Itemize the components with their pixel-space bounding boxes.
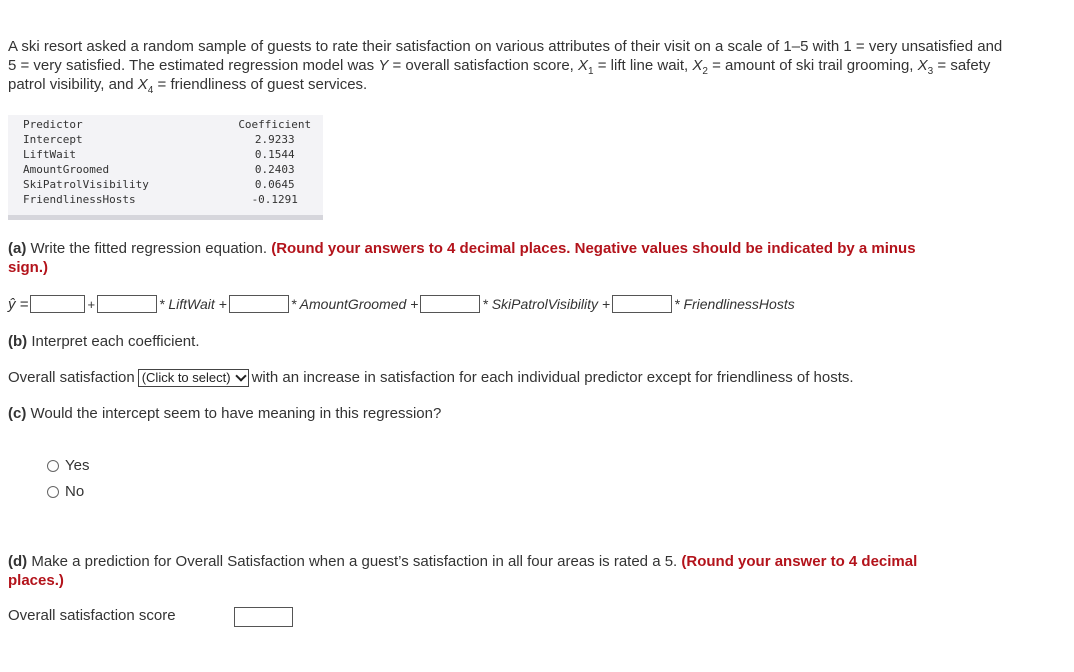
part-a-label: (a): [8, 240, 27, 257]
x4-variable: X: [137, 76, 148, 93]
part-a-question: [8, 239, 948, 277]
intercept-input[interactable]: [30, 295, 85, 313]
coefficient-header: Coefficient: [238, 118, 312, 131]
liftwait-term: * LiftWait +: [159, 296, 227, 312]
table-header-row: [8, 117, 323, 132]
intro-text: = overall satisfaction score,: [388, 57, 578, 74]
problem-intro: [8, 37, 1008, 94]
sentence-start: Overall satisfaction: [8, 369, 135, 386]
liftwait-coef-input[interactable]: [97, 295, 157, 313]
part-b-text: Interpret each coefficient.: [27, 333, 200, 350]
predictor-cell: FriendlinessHosts: [23, 193, 136, 206]
part-c-label: (c): [8, 405, 27, 422]
part-d-question: [8, 552, 928, 590]
table-row: [8, 162, 323, 177]
radio-label: Yes: [65, 457, 90, 474]
coefficient-cell: -0.1291: [251, 193, 298, 206]
part-b-question: [8, 332, 199, 351]
prediction-input[interactable]: [234, 607, 293, 627]
radio-option-no[interactable]: [47, 483, 84, 500]
radio-label: No: [65, 483, 85, 500]
friendliness-term: * FriendlinessHosts: [674, 296, 795, 312]
table-row: [8, 132, 323, 147]
part-c-question: [8, 404, 441, 423]
plus-sign: +: [87, 296, 96, 312]
coefficient-cell: 0.1544: [254, 148, 295, 161]
regression-table: [8, 115, 323, 220]
radio-button-icon[interactable]: [47, 486, 59, 498]
intro-text: = safety patrol visibility, and: [8, 57, 991, 93]
predictor-cell: LiftWait: [23, 148, 76, 161]
answer-label: Overall satisfaction score: [8, 607, 176, 624]
table-row: [8, 192, 323, 207]
y-variable: Y: [378, 57, 389, 74]
select-value: (Click to select): [141, 370, 231, 385]
intro-text: = friendliness of guest services.: [153, 76, 368, 93]
skipatrol-coef-input[interactable]: [420, 295, 480, 313]
part-b-label: (b): [8, 333, 28, 350]
intro-text: = lift line wait,: [593, 57, 693, 74]
part-c-text: Would the intercept seem to have meaning in this regression?: [26, 405, 442, 422]
intro-text: A ski resort asked a random sample of guests to rate their satisfaction on various attributes of their visit on a scale of 1–5 with 1 = very unsatisfied and 5 = very satisfied. The estimated regression model was: [8, 38, 1003, 74]
x4-subscript: 4: [147, 85, 154, 96]
y-hat-label: ŷ =: [8, 295, 29, 313]
amountgroomed-term: * AmountGroomed +: [290, 296, 419, 312]
x1-variable: X: [578, 57, 589, 74]
part-b-sentence: [8, 368, 854, 387]
part-d-label: (d): [8, 553, 28, 570]
chevron-down-icon: [235, 370, 246, 381]
x1-subscript: 1: [588, 66, 594, 77]
x3-variable: X: [917, 57, 928, 74]
part-d-note: (Round your answer to 4 decimal places.): [8, 553, 918, 589]
x3-subscript: 3: [927, 66, 934, 77]
predictor-cell: SkiPatrolVisibility: [23, 178, 149, 191]
skipatrol-term: * SkiPatrolVisibility +: [482, 296, 611, 312]
predictor-header: Predictor: [23, 118, 83, 131]
interpretation-select[interactable]: [138, 369, 249, 387]
predictor-cell: Intercept: [23, 133, 83, 146]
radio-button-icon[interactable]: [47, 460, 59, 472]
part-a-text: Write the fitted regression equation.: [26, 240, 272, 257]
x2-subscript: 2: [702, 66, 708, 77]
intro-text: = amount of ski trail grooming,: [707, 57, 918, 74]
amountgroomed-coef-input[interactable]: [229, 295, 289, 313]
predictor-cell: AmountGroomed: [23, 163, 110, 176]
sentence-end: with an increase in satisfaction for each individual predictor except for friendliness of hosts.: [251, 369, 854, 386]
regression-equation: [8, 293, 797, 315]
coefficient-cell: 0.2403: [254, 163, 295, 176]
coefficient-cell: 2.9233: [254, 133, 295, 146]
x2-variable: X: [692, 57, 703, 74]
radio-option-yes[interactable]: [47, 457, 89, 474]
friendliness-coef-input[interactable]: [612, 295, 672, 313]
table-row: [8, 147, 323, 162]
part-d-text: Make a prediction for Overall Satisfaction when a guest’s satisfaction in all four areas is rated a 5.: [27, 553, 682, 570]
part-a-note: (Round your answers to 4 decimal places. Negative values should be indicated by a minus sign.): [8, 240, 916, 276]
table-row: [8, 177, 323, 192]
coefficient-cell: 0.0645: [254, 178, 295, 191]
